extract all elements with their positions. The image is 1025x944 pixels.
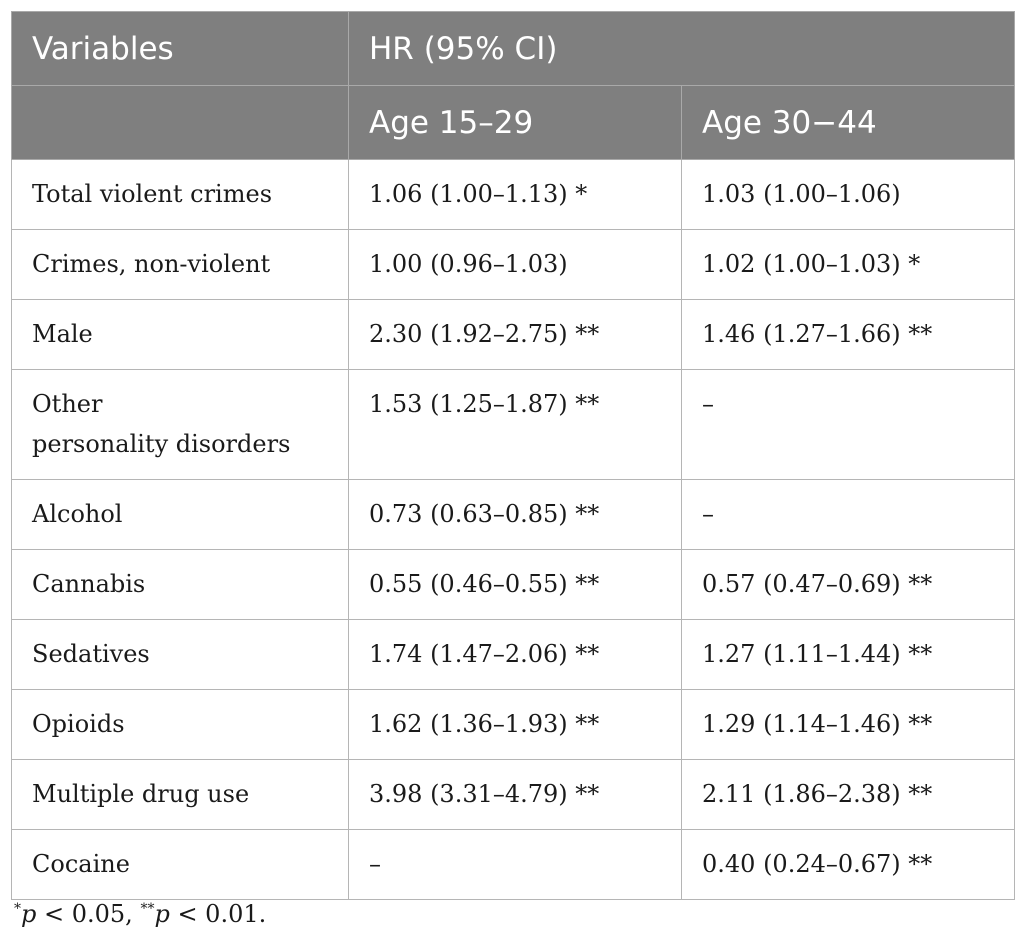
row-age-15-29-value: 1.06 (1.00–1.13) * xyxy=(349,160,682,230)
table-footnote xyxy=(14,900,266,928)
row-variable: Total violent crimes xyxy=(12,160,349,230)
header-row-1 xyxy=(12,12,1015,86)
table-row xyxy=(12,230,1015,300)
row-age-30-44-value: 0.57 (0.47–0.69) ** xyxy=(682,550,1015,620)
row-variable-line2: personality disorders xyxy=(32,430,291,458)
row-age-15-29-value: – xyxy=(349,830,682,900)
header-age-15-29: Age 15–29 xyxy=(349,86,682,160)
hazard-ratio-table xyxy=(11,11,1015,900)
row-age-15-29-value: 1.53 (1.25–1.87) ** xyxy=(349,370,682,480)
row-age-30-44-value: 1.02 (1.00–1.03) * xyxy=(682,230,1015,300)
row-age-30-44-value: 1.03 (1.00–1.06) xyxy=(682,160,1015,230)
table-row xyxy=(12,550,1015,620)
row-variable: Cannabis xyxy=(12,550,349,620)
row-age-30-44-value: 1.46 (1.27–1.66) ** xyxy=(682,300,1015,370)
header-age-30-44: Age 30−44 xyxy=(682,86,1015,160)
results-table-container xyxy=(11,11,1014,900)
row-age-15-29-value: 2.30 (1.92–2.75) ** xyxy=(349,300,682,370)
row-variable xyxy=(12,370,349,480)
table-row xyxy=(12,620,1015,690)
row-age-15-29-value: 1.00 (0.96–1.03) xyxy=(349,230,682,300)
table-row xyxy=(12,690,1015,760)
table-row xyxy=(12,370,1015,480)
row-variable: Alcohol xyxy=(12,480,349,550)
header-variables: Variables xyxy=(12,12,349,86)
row-age-15-29-value: 3.98 (3.31–4.79) ** xyxy=(349,760,682,830)
row-age-15-29-value: 0.73 (0.63–0.85) ** xyxy=(349,480,682,550)
row-age-15-29-value: 1.74 (1.47–2.06) ** xyxy=(349,620,682,690)
row-variable: Crimes, non-violent xyxy=(12,230,349,300)
footnote-text-1: < 0.05, xyxy=(36,900,141,928)
row-age-30-44-value: 1.27 (1.11–1.44) ** xyxy=(682,620,1015,690)
table-row xyxy=(12,300,1015,370)
footnote-mark-single: * xyxy=(14,901,21,917)
footnote-p-2: p xyxy=(154,900,170,928)
row-variable: Sedatives xyxy=(12,620,349,690)
table-row xyxy=(12,160,1015,230)
table-row xyxy=(12,760,1015,830)
table-row xyxy=(12,480,1015,550)
footnote-text-2: < 0.01. xyxy=(169,900,267,928)
row-variable: Multiple drug use xyxy=(12,760,349,830)
row-age-30-44-value: 2.11 (1.86–2.38) ** xyxy=(682,760,1015,830)
footnote-p-1: p xyxy=(21,900,37,928)
header-hr-95ci: HR (95% CI) xyxy=(349,12,1015,86)
row-variable: Opioids xyxy=(12,690,349,760)
row-age-30-44-value: 1.29 (1.14–1.46) ** xyxy=(682,690,1015,760)
row-variable-line1: Other xyxy=(32,390,103,418)
row-age-30-44-value: – xyxy=(682,480,1015,550)
row-age-30-44-value: 0.40 (0.24–0.67) ** xyxy=(682,830,1015,900)
table-row xyxy=(12,830,1015,900)
row-variable: Male xyxy=(12,300,349,370)
row-age-15-29-value: 0.55 (0.46–0.55) ** xyxy=(349,550,682,620)
header-blank xyxy=(12,86,349,160)
row-variable: Cocaine xyxy=(12,830,349,900)
row-age-30-44-value: – xyxy=(682,370,1015,480)
header-row-2 xyxy=(12,86,1015,160)
row-age-15-29-value: 1.62 (1.36–1.93) ** xyxy=(349,690,682,760)
footnote-mark-double: ** xyxy=(140,901,155,917)
